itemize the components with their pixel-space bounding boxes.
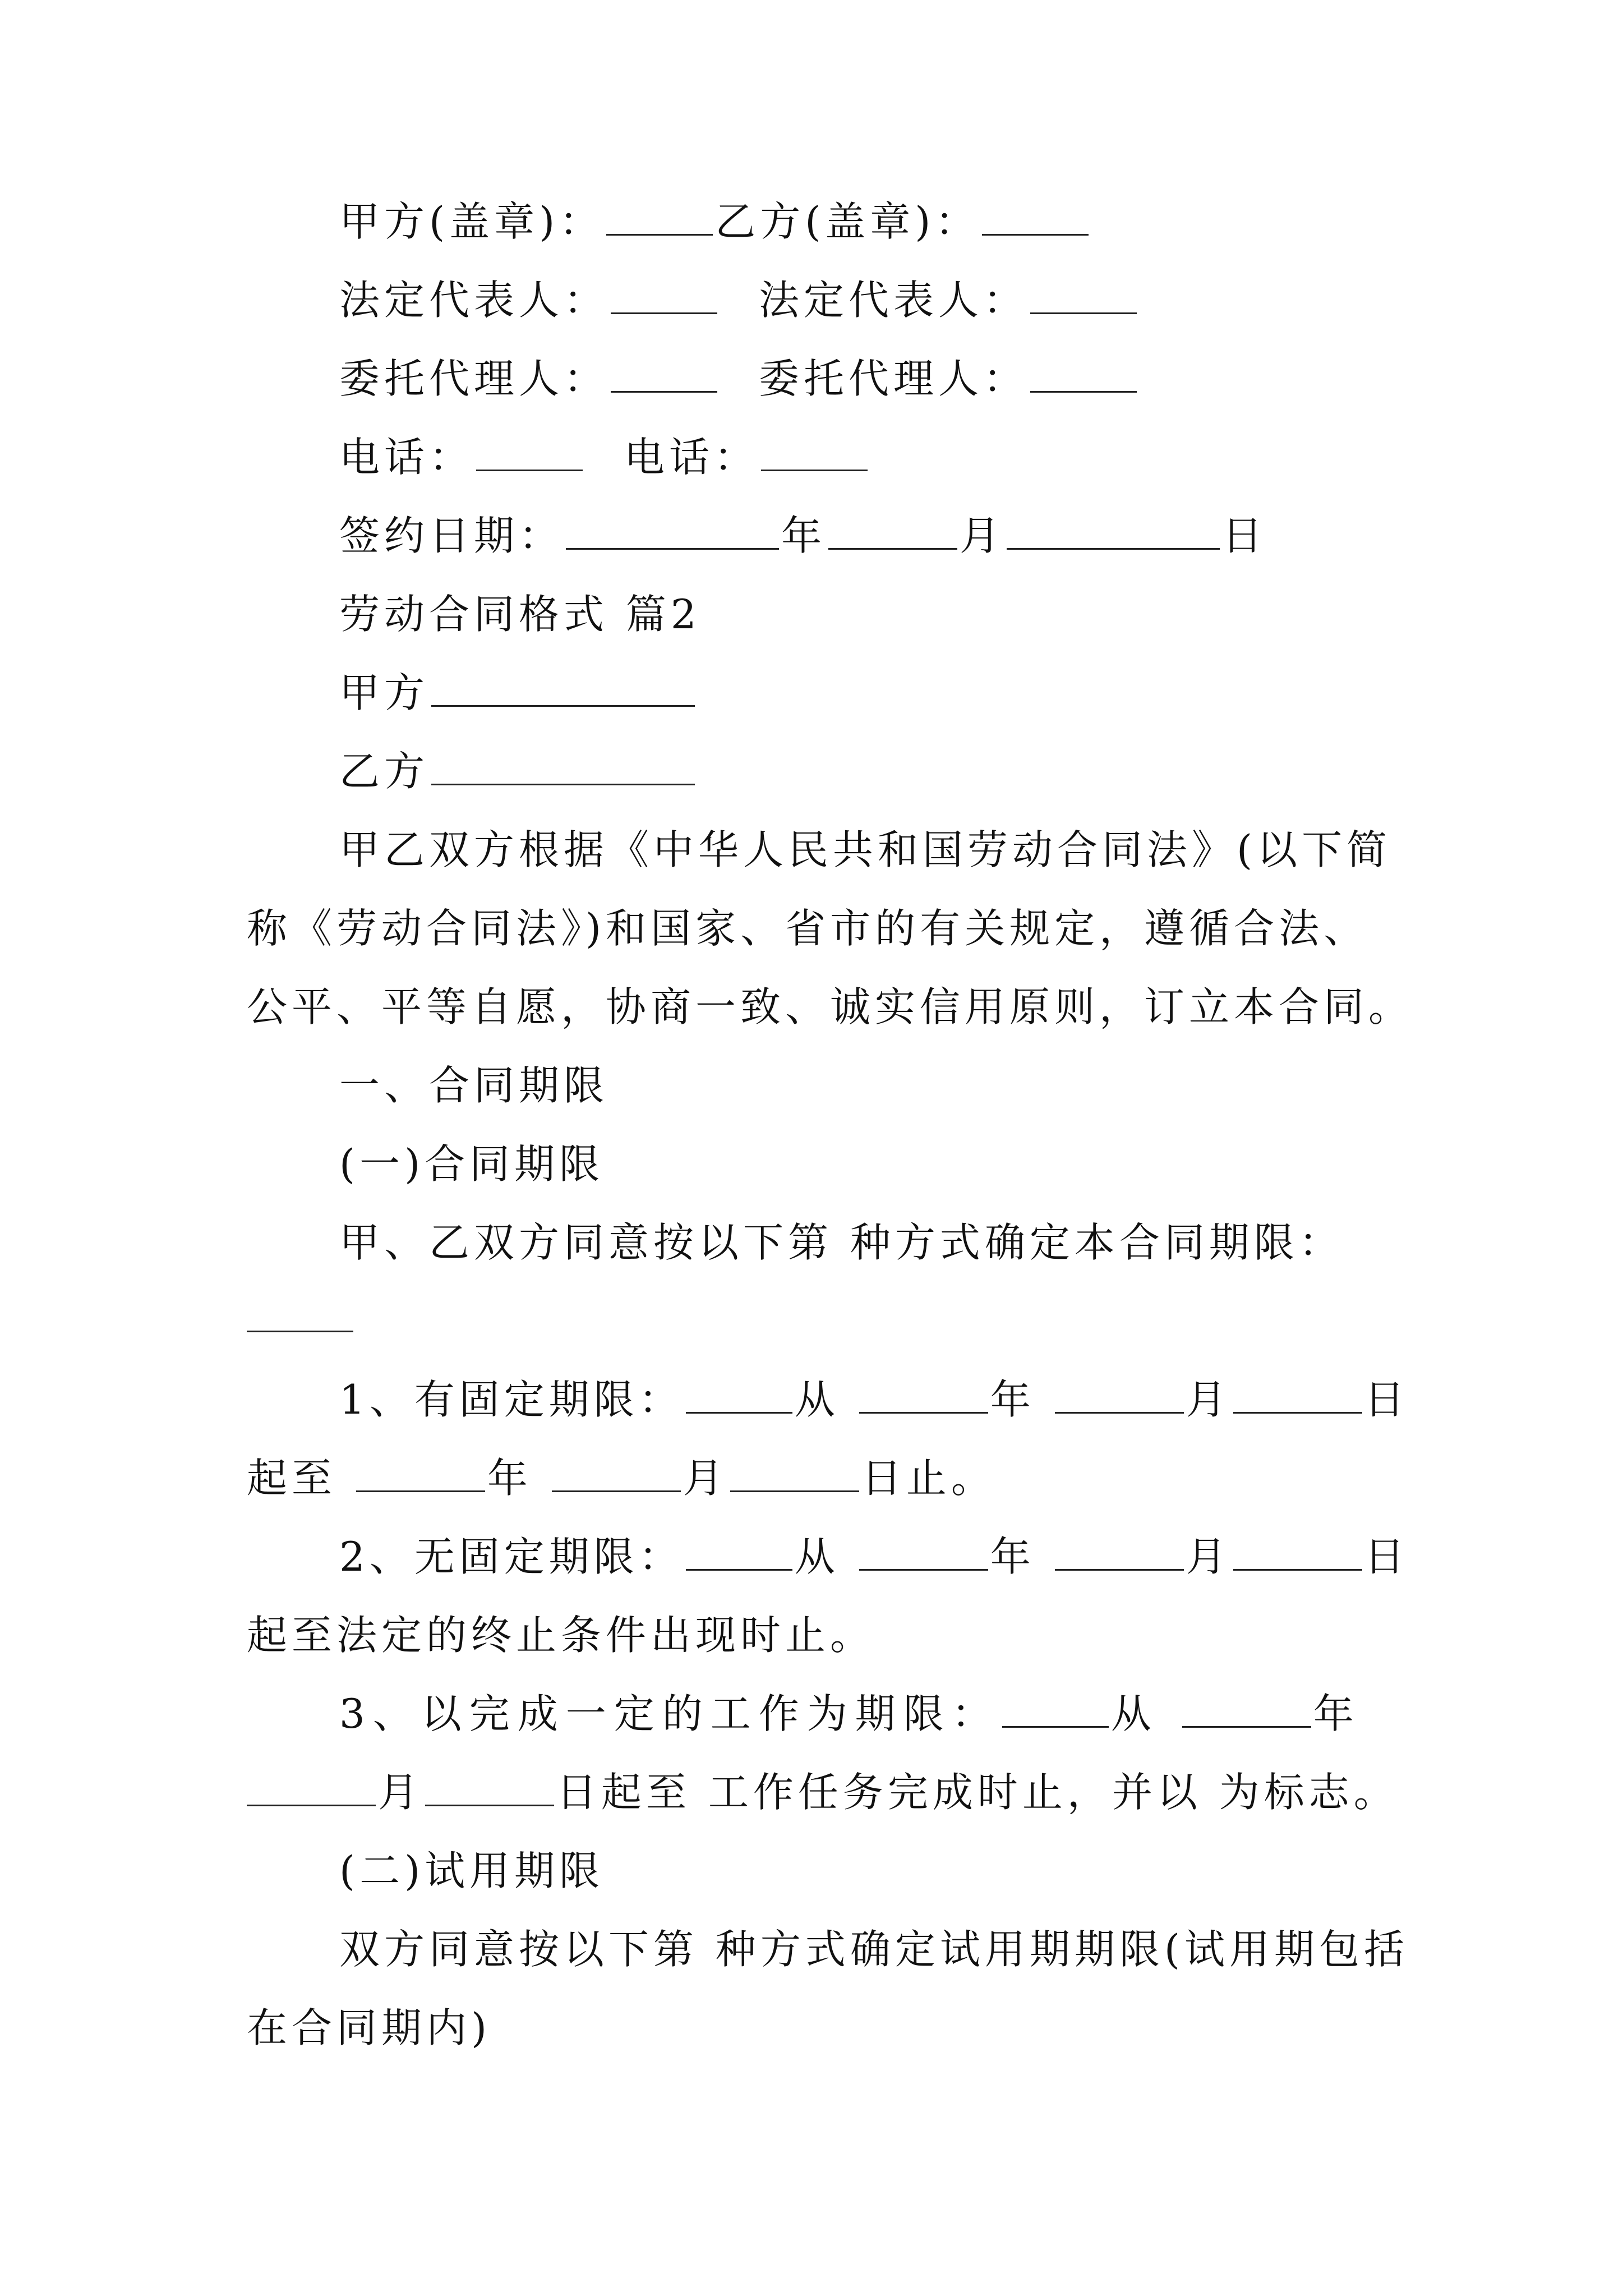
- year-label: 年: [990, 1376, 1035, 1423]
- legal-rep-a-blank[interactable]: [611, 273, 717, 314]
- task-type-blank[interactable]: [1002, 1687, 1109, 1728]
- sign-month-blank[interactable]: [828, 509, 957, 550]
- agent-b-blank[interactable]: [1030, 352, 1137, 393]
- party-a-seal-label: 甲方(盖章)：: [339, 198, 605, 245]
- from-label: 从: [794, 1376, 840, 1423]
- phone-b-blank[interactable]: [761, 430, 868, 471]
- task-start-month-blank[interactable]: [247, 1765, 376, 1806]
- month-label: 月: [1186, 1533, 1231, 1580]
- fixed-term-line-2: [247, 1450, 996, 1506]
- legal-rep-line: [339, 272, 1139, 328]
- intro-line-1: 甲乙双方根据《中华人民共和国劳动合同法》(以下简: [339, 826, 1392, 873]
- subheading-contract-term: (一)合同期限: [339, 1140, 605, 1188]
- month-label: 月: [960, 512, 1005, 559]
- open-term-line-2: 起至法定的终止条件出现时止。: [247, 1612, 875, 1659]
- sign-date-label: 签约日期：: [339, 512, 564, 559]
- task-until-text: 日起至 工作任务完成时止，并以 为标志。: [556, 1769, 1399, 1816]
- agent-a-label: 委托代理人：: [339, 355, 609, 402]
- end-label: 日止。: [861, 1455, 996, 1502]
- task-term-line-2: [247, 1764, 1399, 1820]
- year-label: 年: [1313, 1690, 1362, 1737]
- task-start-year-blank[interactable]: [1182, 1687, 1311, 1728]
- term-select-blank[interactable]: [247, 1291, 353, 1332]
- fixed-term-line-1: [339, 1372, 1409, 1428]
- agent-a-blank[interactable]: [611, 352, 717, 393]
- party-b-seal-blank[interactable]: [982, 195, 1089, 236]
- subheading-probation: (二)试用期限: [339, 1847, 605, 1894]
- fixed-end-day-blank[interactable]: [730, 1451, 859, 1492]
- fixed-end-month-blank[interactable]: [552, 1451, 681, 1492]
- sign-date-line: [339, 508, 1267, 564]
- party-a-line: [339, 665, 697, 721]
- open-type-blank[interactable]: [686, 1530, 792, 1571]
- seal-line: [339, 194, 1091, 250]
- fixed-term-label: 1、有固定期限：: [339, 1376, 684, 1423]
- probation-line-2: 在合同期内): [247, 2004, 492, 2051]
- party-a-seal-blank[interactable]: [606, 195, 713, 236]
- open-term-label: 2、无固定期限：: [339, 1533, 684, 1580]
- fixed-start-month-blank[interactable]: [1055, 1373, 1184, 1414]
- until-label: 起至: [247, 1455, 337, 1502]
- fixed-type-blank[interactable]: [686, 1373, 792, 1414]
- phone-line: [339, 429, 870, 485]
- party-b-line: [339, 743, 697, 799]
- day-label: 日: [1364, 1533, 1409, 1580]
- term-select-line: 甲、乙双方同意按以下第 种方式确定本合同期限：: [339, 1219, 1344, 1266]
- sign-year-blank[interactable]: [566, 509, 779, 550]
- phone-a-blank[interactable]: [476, 430, 583, 471]
- phone-b-label: 电话：: [624, 434, 759, 481]
- month-label: 月: [378, 1769, 423, 1816]
- day-label: 日: [1222, 512, 1267, 559]
- fixed-start-year-blank[interactable]: [859, 1373, 988, 1414]
- party-b-blank[interactable]: [431, 744, 695, 785]
- party-b-seal-label: 乙方(盖章)：: [715, 198, 980, 245]
- term-select-blank-line: [247, 1290, 356, 1346]
- heading-contract-term: 一、合同期限: [339, 1062, 609, 1109]
- phone-a-label: 电话：: [339, 434, 474, 481]
- sign-day-blank[interactable]: [1007, 509, 1220, 550]
- party-a-label: 甲方: [339, 669, 430, 716]
- probation-line-1: 双方同意按以下第 种方式确定试用期期限(试用期包括: [339, 1926, 1409, 1973]
- task-term-line-1: [339, 1686, 1362, 1742]
- year-label: 年: [990, 1533, 1035, 1580]
- legal-rep-a-label: 法定代表人：: [339, 277, 609, 324]
- year-label: 年: [781, 512, 827, 559]
- intro-line-2: 称《劳动合同法》)和国家、省市的有关规定，遵循合法、: [247, 905, 1369, 952]
- from-label: 从: [794, 1533, 840, 1580]
- day-label: 日: [1364, 1376, 1409, 1423]
- fixed-end-year-blank[interactable]: [356, 1451, 485, 1492]
- month-label: 月: [683, 1455, 728, 1502]
- agent-line: [339, 351, 1139, 407]
- month-label: 月: [1186, 1376, 1231, 1423]
- legal-rep-b-label: 法定代表人：: [759, 277, 1029, 324]
- fixed-start-day-blank[interactable]: [1233, 1373, 1362, 1414]
- legal-rep-b-blank[interactable]: [1030, 273, 1137, 314]
- party-b-label: 乙方: [339, 748, 430, 795]
- open-start-month-blank[interactable]: [1055, 1530, 1184, 1571]
- from-label: 从: [1110, 1690, 1159, 1737]
- section-title: 劳动合同格式 篇2: [339, 591, 701, 638]
- open-start-year-blank[interactable]: [859, 1530, 988, 1571]
- task-start-day-blank[interactable]: [425, 1765, 554, 1806]
- year-label: 年: [487, 1455, 532, 1502]
- agent-b-label: 委托代理人：: [759, 355, 1029, 402]
- task-term-label: 3、以完成一定的工作为期限：: [339, 1690, 1000, 1737]
- party-a-blank[interactable]: [431, 666, 695, 707]
- intro-line-3: 公平、平等自愿，协商一致、诚实信用原则，订立本合同。: [247, 983, 1414, 1030]
- open-term-line-1: [339, 1529, 1409, 1585]
- open-start-day-blank[interactable]: [1233, 1530, 1362, 1571]
